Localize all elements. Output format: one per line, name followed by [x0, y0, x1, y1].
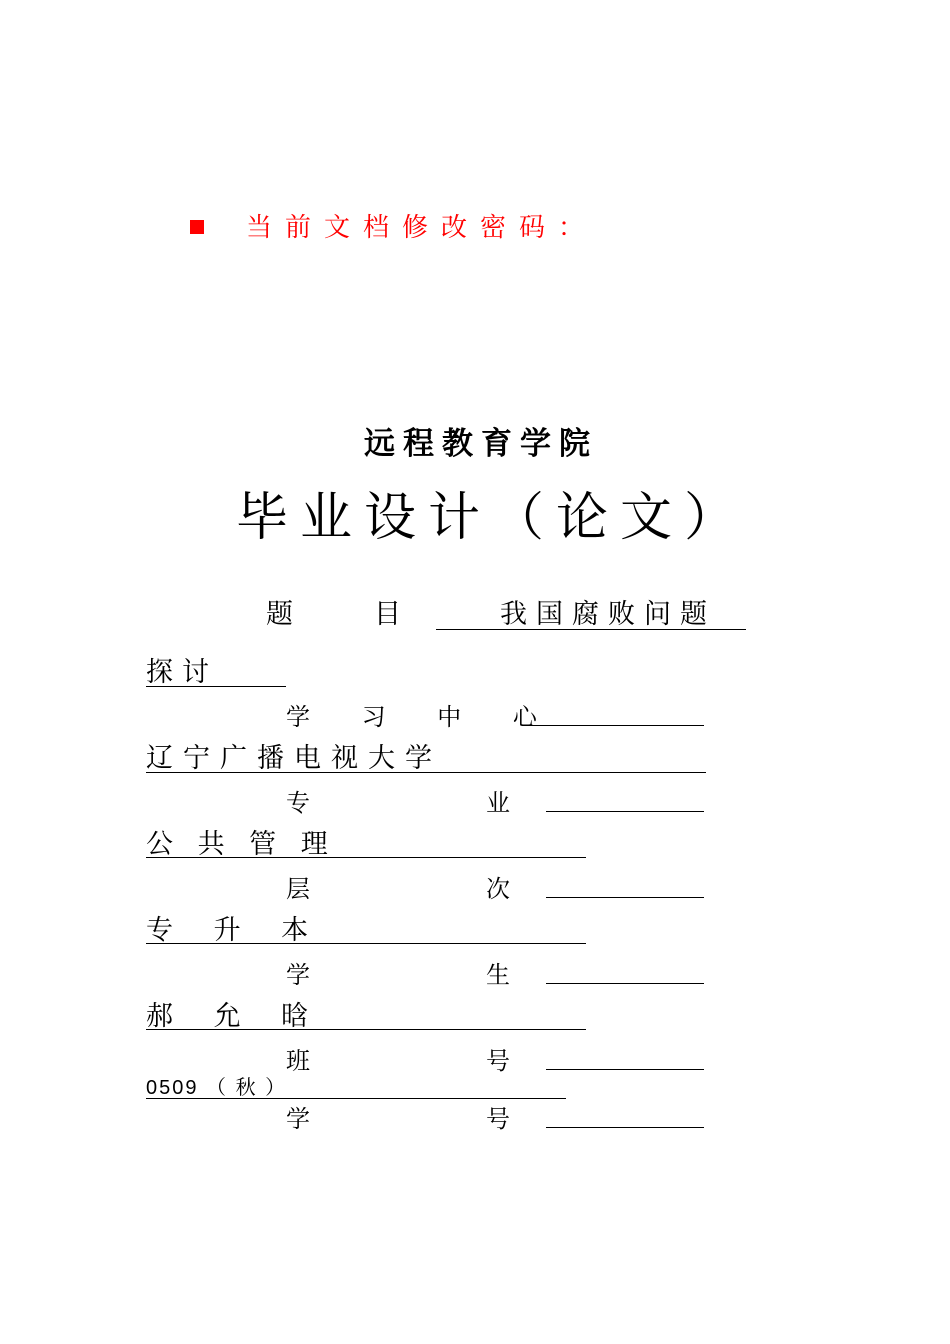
password-notice: 当前文档修改密码： — [246, 213, 598, 243]
class-underline-1 — [546, 1069, 704, 1070]
topic-value-line2: 探讨 — [146, 657, 218, 688]
topic-label-2: 目 — [374, 599, 401, 630]
student-underline-1 — [546, 983, 704, 984]
level-value: 专 升 本 — [146, 915, 325, 946]
level-underline-2 — [146, 943, 586, 944]
student-underline-2 — [146, 1029, 586, 1030]
major-underline-2 — [146, 857, 586, 858]
class-underline-2 — [146, 1098, 566, 1099]
student-no-underline — [546, 1127, 704, 1128]
bullet-square-icon — [190, 220, 204, 234]
topic-underline-1 — [436, 629, 746, 630]
class-label-2: 号 — [486, 1047, 510, 1075]
student-label-2: 生 — [486, 961, 510, 989]
center-underline-1 — [526, 725, 704, 726]
student-no-label-2: 号 — [486, 1105, 510, 1133]
class-value: 0509 （ 秋 ） — [146, 1077, 288, 1099]
topic-value-line1: 我国腐败问题 — [500, 599, 716, 630]
center-value: 辽宁广播电视大学 — [146, 743, 442, 774]
level-underline-1 — [546, 897, 704, 898]
topic-underline-2 — [146, 686, 286, 687]
student-label-1: 学 — [286, 961, 310, 989]
major-label-1: 专 — [286, 789, 310, 817]
page-title: 毕业设计（论文） — [236, 488, 749, 548]
major-underline-1 — [546, 811, 704, 812]
school-name: 远程教育学院 — [364, 426, 598, 462]
student-no-label-1: 学 — [286, 1105, 310, 1133]
student-value: 郝 允 晗 — [146, 1001, 325, 1032]
level-label-1: 层 — [286, 875, 310, 903]
class-label-1: 班 — [286, 1047, 310, 1075]
topic-label-1: 题 — [266, 599, 293, 630]
center-label: 学 习 中 心 — [286, 703, 559, 731]
center-underline-2 — [146, 772, 706, 773]
major-label-2: 业 — [486, 789, 510, 817]
major-value: 公 共 管 理 — [146, 829, 336, 860]
level-label-2: 次 — [486, 875, 510, 903]
